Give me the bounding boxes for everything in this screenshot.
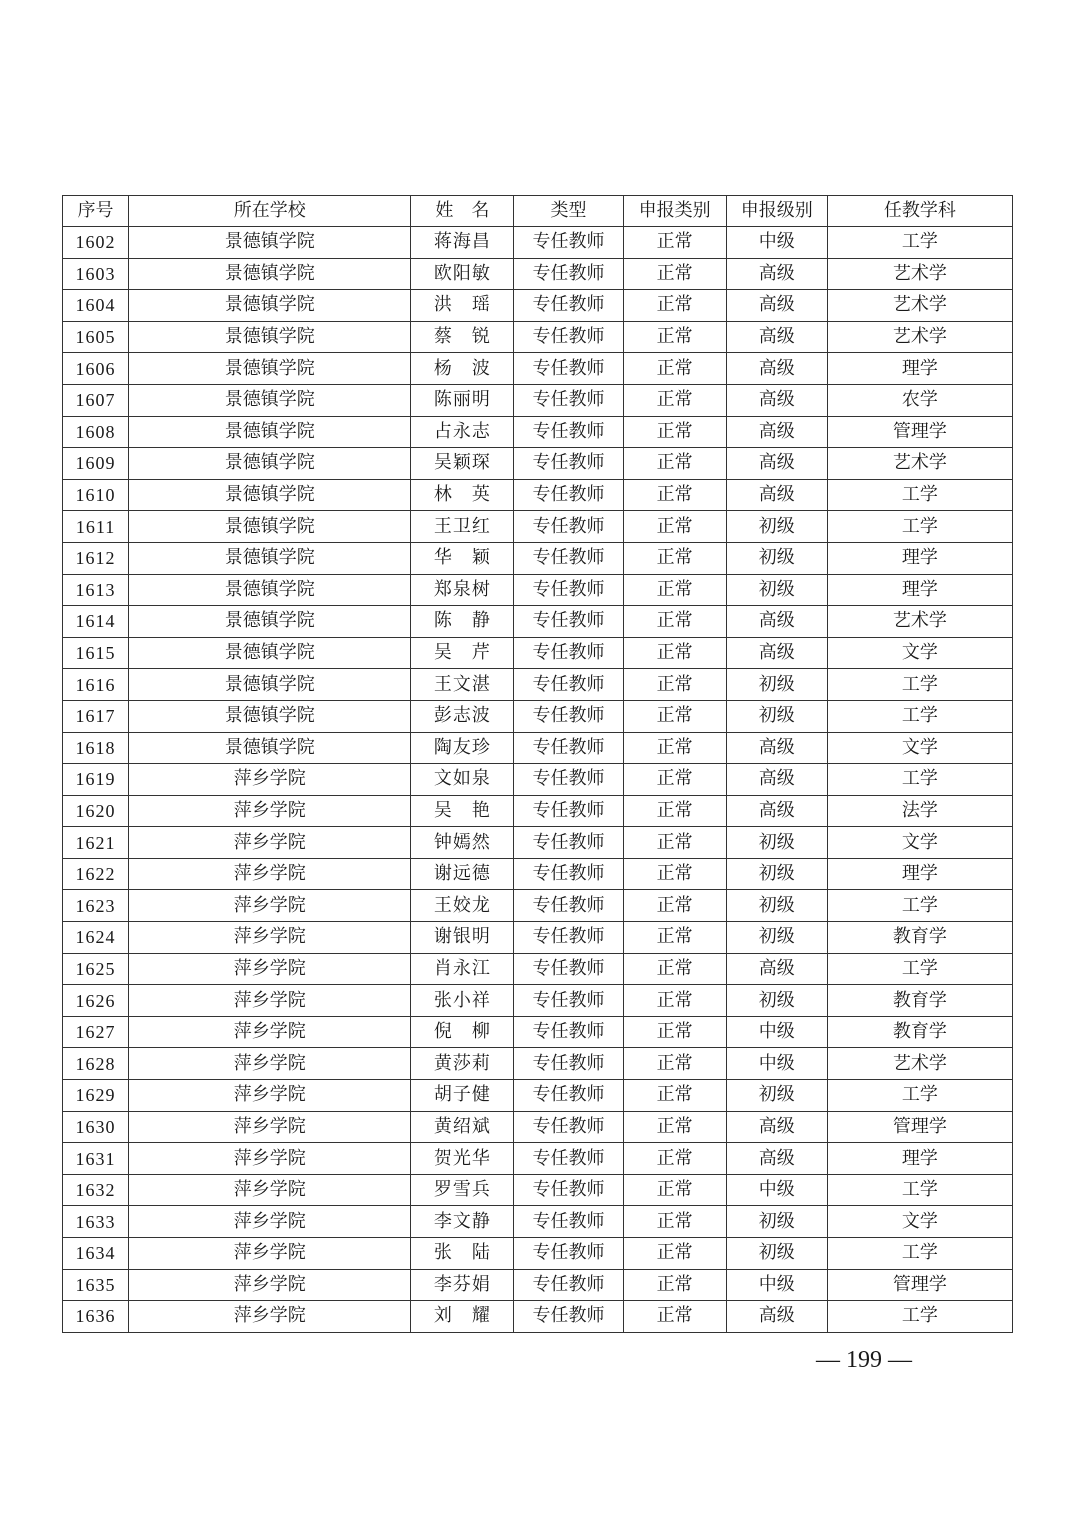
cell-type: 专任教师 [514,1080,623,1112]
table-header [63,196,1013,227]
cell-serial-number: 1625 [63,953,129,985]
cell-school: 景德镇学院 [129,637,411,669]
cell-application-category: 正常 [623,606,726,638]
cell-application-level: 初级 [726,985,827,1017]
cell-type: 专任教师 [514,511,623,543]
cell-serial-number: 1614 [63,606,129,638]
cell-application-level: 高级 [726,290,827,322]
cell-application-category: 正常 [623,353,726,385]
cell-teaching-subject: 文学 [827,732,1012,764]
table-row [63,985,1013,1017]
cell-type: 专任教师 [514,1206,623,1238]
cell-name: 彭志波 [411,700,514,732]
table-row [63,1269,1013,1301]
table-body [63,227,1013,1333]
cell-serial-number: 1624 [63,922,129,954]
table-row [63,606,1013,638]
cell-application-category: 正常 [623,827,726,859]
cell-school: 萍乡学院 [129,1206,411,1238]
cell-type: 专任教师 [514,542,623,574]
cell-type: 专任教师 [514,290,623,322]
cell-application-category: 正常 [623,922,726,954]
cell-serial-number: 1626 [63,985,129,1017]
cell-name: 黄莎莉 [411,1048,514,1080]
cell-teaching-subject: 文学 [827,1206,1012,1238]
cell-school: 景德镇学院 [129,669,411,701]
cell-application-level: 初级 [726,1238,827,1270]
cell-type: 专任教师 [514,1301,623,1333]
header-application-level: 申报级别 [726,196,827,227]
cell-serial-number: 1608 [63,416,129,448]
cell-type: 专任教师 [514,479,623,511]
cell-school: 萍乡学院 [129,827,411,859]
cell-type: 专任教师 [514,227,623,259]
cell-application-level: 初级 [726,890,827,922]
cell-application-category: 正常 [623,479,726,511]
cell-application-level: 高级 [726,1111,827,1143]
cell-application-category: 正常 [623,1206,726,1238]
cell-type: 专任教师 [514,1016,623,1048]
cell-type: 专任教师 [514,1111,623,1143]
cell-serial-number: 1630 [63,1111,129,1143]
cell-application-category: 正常 [623,764,726,796]
cell-serial-number: 1631 [63,1143,129,1175]
cell-school: 萍乡学院 [129,1080,411,1112]
table-row [63,953,1013,985]
table-row [63,353,1013,385]
cell-application-category: 正常 [623,1080,726,1112]
cell-teaching-subject: 工学 [827,669,1012,701]
table-row [63,1301,1013,1333]
cell-name: 胡子健 [411,1080,514,1112]
cell-application-category: 正常 [623,384,726,416]
cell-name: 文如泉 [411,764,514,796]
cell-name: 陈 静 [411,606,514,638]
cell-type: 专任教师 [514,985,623,1017]
cell-name: 吴 艳 [411,795,514,827]
table-row [63,321,1013,353]
cell-name: 吴 芹 [411,637,514,669]
header-serial-number: 序号 [63,196,129,227]
page-number: — 199 — [816,1347,912,1373]
cell-type: 专任教师 [514,669,623,701]
cell-school: 萍乡学院 [129,1301,411,1333]
cell-serial-number: 1613 [63,574,129,606]
cell-school: 景德镇学院 [129,574,411,606]
cell-serial-number: 1629 [63,1080,129,1112]
table-row [63,479,1013,511]
cell-application-category: 正常 [623,637,726,669]
cell-serial-number: 1623 [63,890,129,922]
table-row [63,827,1013,859]
header-row [63,196,1013,227]
cell-application-level: 高级 [726,606,827,638]
cell-serial-number: 1621 [63,827,129,859]
cell-application-level: 中级 [726,1016,827,1048]
cell-application-level: 高级 [726,953,827,985]
cell-name: 谢远德 [411,858,514,890]
cell-name: 欧阳敏 [411,258,514,290]
cell-name: 吴颖琛 [411,448,514,480]
cell-name: 王卫红 [411,511,514,543]
cell-application-level: 高级 [726,637,827,669]
cell-type: 专任教师 [514,448,623,480]
table-row [63,574,1013,606]
cell-application-level: 初级 [726,1206,827,1238]
cell-type: 专任教师 [514,732,623,764]
cell-application-level: 初级 [726,511,827,543]
table-row [63,890,1013,922]
cell-type: 专任教师 [514,890,623,922]
cell-application-category: 正常 [623,1301,726,1333]
cell-application-level: 中级 [726,1048,827,1080]
cell-serial-number: 1616 [63,669,129,701]
cell-type: 专任教师 [514,953,623,985]
cell-school: 萍乡学院 [129,858,411,890]
cell-teaching-subject: 艺术学 [827,258,1012,290]
cell-school: 萍乡学院 [129,1111,411,1143]
cell-name: 张小祥 [411,985,514,1017]
cell-application-level: 中级 [726,1269,827,1301]
cell-teaching-subject: 文学 [827,827,1012,859]
cell-teaching-subject: 理学 [827,858,1012,890]
cell-application-category: 正常 [623,858,726,890]
cell-school: 萍乡学院 [129,1269,411,1301]
cell-application-level: 高级 [726,321,827,353]
cell-serial-number: 1611 [63,511,129,543]
cell-name: 蔡 锐 [411,321,514,353]
cell-application-category: 正常 [623,1016,726,1048]
cell-type: 专任教师 [514,416,623,448]
cell-application-category: 正常 [623,290,726,322]
cell-school: 景德镇学院 [129,290,411,322]
cell-serial-number: 1612 [63,542,129,574]
table-row [63,258,1013,290]
cell-name: 王文湛 [411,669,514,701]
cell-teaching-subject: 艺术学 [827,606,1012,638]
cell-school: 景德镇学院 [129,511,411,543]
cell-serial-number: 1604 [63,290,129,322]
cell-application-category: 正常 [623,890,726,922]
cell-teaching-subject: 教育学 [827,922,1012,954]
cell-school: 萍乡学院 [129,985,411,1017]
cell-application-category: 正常 [623,795,726,827]
cell-application-level: 高级 [726,384,827,416]
cell-name: 钟嫣然 [411,827,514,859]
cell-application-level: 初级 [726,542,827,574]
cell-name: 张 陆 [411,1238,514,1270]
header-type: 类型 [514,196,623,227]
cell-name: 陈丽明 [411,384,514,416]
cell-application-category: 正常 [623,1174,726,1206]
cell-application-category: 正常 [623,1111,726,1143]
cell-name: 蒋海昌 [411,227,514,259]
cell-name: 谢银明 [411,922,514,954]
header-teaching-subject: 任教学科 [827,196,1012,227]
cell-serial-number: 1628 [63,1048,129,1080]
cell-application-level: 初级 [726,669,827,701]
cell-teaching-subject: 教育学 [827,985,1012,1017]
cell-name: 洪 瑶 [411,290,514,322]
cell-application-category: 正常 [623,1143,726,1175]
table-row [63,542,1013,574]
cell-application-category: 正常 [623,1048,726,1080]
cell-serial-number: 1618 [63,732,129,764]
cell-teaching-subject: 农学 [827,384,1012,416]
cell-serial-number: 1635 [63,1269,129,1301]
cell-type: 专任教师 [514,764,623,796]
cell-application-category: 正常 [623,1238,726,1270]
cell-teaching-subject: 工学 [827,700,1012,732]
cell-school: 萍乡学院 [129,1238,411,1270]
cell-serial-number: 1609 [63,448,129,480]
cell-serial-number: 1632 [63,1174,129,1206]
table-row [63,858,1013,890]
table-row [63,1174,1013,1206]
cell-application-category: 正常 [623,574,726,606]
cell-teaching-subject: 艺术学 [827,321,1012,353]
table-row [63,448,1013,480]
cell-teaching-subject: 艺术学 [827,448,1012,480]
cell-serial-number: 1633 [63,1206,129,1238]
table-row [63,1111,1013,1143]
cell-school: 景德镇学院 [129,384,411,416]
cell-teaching-subject: 文学 [827,637,1012,669]
cell-school: 萍乡学院 [129,1016,411,1048]
cell-teaching-subject: 管理学 [827,416,1012,448]
cell-teaching-subject: 工学 [827,764,1012,796]
cell-name: 倪 柳 [411,1016,514,1048]
cell-school: 景德镇学院 [129,700,411,732]
cell-school: 萍乡学院 [129,1174,411,1206]
cell-application-level: 中级 [726,1174,827,1206]
table-row [63,1238,1013,1270]
cell-school: 景德镇学院 [129,258,411,290]
cell-application-category: 正常 [623,985,726,1017]
cell-application-level: 高级 [726,1143,827,1175]
cell-school: 景德镇学院 [129,353,411,385]
cell-application-level: 高级 [726,353,827,385]
cell-school: 萍乡学院 [129,1143,411,1175]
cell-type: 专任教师 [514,827,623,859]
cell-application-level: 初级 [726,1080,827,1112]
cell-serial-number: 1603 [63,258,129,290]
table-row [63,227,1013,259]
cell-serial-number: 1627 [63,1016,129,1048]
cell-teaching-subject: 工学 [827,1238,1012,1270]
cell-serial-number: 1607 [63,384,129,416]
cell-application-level: 高级 [726,732,827,764]
cell-application-category: 正常 [623,732,726,764]
cell-school: 萍乡学院 [129,922,411,954]
cell-type: 专任教师 [514,606,623,638]
cell-name: 王姣龙 [411,890,514,922]
cell-type: 专任教师 [514,1143,623,1175]
cell-type: 专任教师 [514,258,623,290]
cell-name: 占永志 [411,416,514,448]
cell-application-category: 正常 [623,448,726,480]
cell-application-category: 正常 [623,416,726,448]
cell-school: 景德镇学院 [129,606,411,638]
table-row [63,1080,1013,1112]
cell-type: 专任教师 [514,321,623,353]
cell-teaching-subject: 管理学 [827,1269,1012,1301]
cell-school: 景德镇学院 [129,732,411,764]
cell-name: 陶友珍 [411,732,514,764]
cell-application-category: 正常 [623,258,726,290]
table-row [63,637,1013,669]
cell-serial-number: 1622 [63,858,129,890]
cell-type: 专任教师 [514,1048,623,1080]
cell-name: 肖永江 [411,953,514,985]
cell-serial-number: 1602 [63,227,129,259]
cell-school: 景德镇学院 [129,542,411,574]
cell-teaching-subject: 理学 [827,353,1012,385]
cell-application-level: 初级 [726,858,827,890]
cell-type: 专任教师 [514,795,623,827]
roster-table-container [62,195,1013,1333]
table-row [63,732,1013,764]
cell-serial-number: 1619 [63,764,129,796]
cell-teaching-subject: 工学 [827,479,1012,511]
cell-application-level: 初级 [726,700,827,732]
cell-type: 专任教师 [514,700,623,732]
cell-type: 专任教师 [514,1174,623,1206]
cell-application-category: 正常 [623,700,726,732]
cell-name: 刘 耀 [411,1301,514,1333]
table-row [63,1016,1013,1048]
cell-school: 萍乡学院 [129,890,411,922]
cell-serial-number: 1615 [63,637,129,669]
header-school: 所在学校 [129,196,411,227]
cell-school: 景德镇学院 [129,479,411,511]
cell-name: 华 颖 [411,542,514,574]
table-row [63,795,1013,827]
cell-type: 专任教师 [514,1238,623,1270]
cell-application-category: 正常 [623,953,726,985]
cell-serial-number: 1620 [63,795,129,827]
cell-school: 萍乡学院 [129,953,411,985]
cell-school: 景德镇学院 [129,448,411,480]
cell-serial-number: 1636 [63,1301,129,1333]
cell-name: 林 英 [411,479,514,511]
cell-teaching-subject: 艺术学 [827,1048,1012,1080]
cell-name: 杨 波 [411,353,514,385]
cell-application-level: 高级 [726,258,827,290]
roster-table [62,195,1013,1333]
table-row [63,922,1013,954]
cell-application-level: 初级 [726,922,827,954]
cell-teaching-subject: 工学 [827,890,1012,922]
cell-teaching-subject: 理学 [827,574,1012,606]
cell-teaching-subject: 法学 [827,795,1012,827]
cell-teaching-subject: 工学 [827,953,1012,985]
cell-name: 郑泉树 [411,574,514,606]
table-row [63,511,1013,543]
cell-school: 景德镇学院 [129,321,411,353]
cell-serial-number: 1617 [63,700,129,732]
cell-teaching-subject: 工学 [827,1174,1012,1206]
cell-application-level: 高级 [726,764,827,796]
table-row [63,669,1013,701]
cell-application-level: 高级 [726,448,827,480]
cell-name: 贺光华 [411,1143,514,1175]
cell-type: 专任教师 [514,637,623,669]
cell-type: 专任教师 [514,1269,623,1301]
cell-name: 罗雪兵 [411,1174,514,1206]
cell-teaching-subject: 理学 [827,1143,1012,1175]
cell-teaching-subject: 工学 [827,511,1012,543]
cell-application-category: 正常 [623,321,726,353]
cell-application-level: 初级 [726,827,827,859]
cell-application-level: 中级 [726,227,827,259]
table-row [63,416,1013,448]
cell-serial-number: 1634 [63,1238,129,1270]
cell-application-category: 正常 [623,511,726,543]
table-row [63,764,1013,796]
cell-application-level: 初级 [726,574,827,606]
cell-serial-number: 1606 [63,353,129,385]
cell-teaching-subject: 理学 [827,542,1012,574]
cell-teaching-subject: 工学 [827,1080,1012,1112]
cell-teaching-subject: 管理学 [827,1111,1012,1143]
cell-school: 景德镇学院 [129,416,411,448]
cell-serial-number: 1605 [63,321,129,353]
cell-application-level: 高级 [726,479,827,511]
cell-name: 李文静 [411,1206,514,1238]
table-row [63,1048,1013,1080]
cell-application-category: 正常 [623,227,726,259]
table-row [63,700,1013,732]
cell-type: 专任教师 [514,858,623,890]
cell-application-level: 高级 [726,1301,827,1333]
header-name: 姓 名 [411,196,514,227]
cell-type: 专任教师 [514,922,623,954]
cell-type: 专任教师 [514,574,623,606]
table-row [63,384,1013,416]
cell-application-category: 正常 [623,669,726,701]
header-application-category: 申报类别 [623,196,726,227]
table-row [63,1143,1013,1175]
cell-application-level: 高级 [726,795,827,827]
cell-teaching-subject: 工学 [827,227,1012,259]
table-row [63,1206,1013,1238]
cell-serial-number: 1610 [63,479,129,511]
cell-school: 萍乡学院 [129,764,411,796]
cell-name: 李芬娟 [411,1269,514,1301]
cell-type: 专任教师 [514,353,623,385]
cell-teaching-subject: 工学 [827,1301,1012,1333]
cell-application-level: 高级 [726,416,827,448]
cell-application-category: 正常 [623,542,726,574]
cell-teaching-subject: 教育学 [827,1016,1012,1048]
cell-name: 黄绍斌 [411,1111,514,1143]
cell-application-category: 正常 [623,1269,726,1301]
table-row [63,290,1013,322]
cell-teaching-subject: 艺术学 [827,290,1012,322]
cell-school: 景德镇学院 [129,227,411,259]
cell-school: 萍乡学院 [129,1048,411,1080]
cell-type: 专任教师 [514,384,623,416]
cell-school: 萍乡学院 [129,795,411,827]
